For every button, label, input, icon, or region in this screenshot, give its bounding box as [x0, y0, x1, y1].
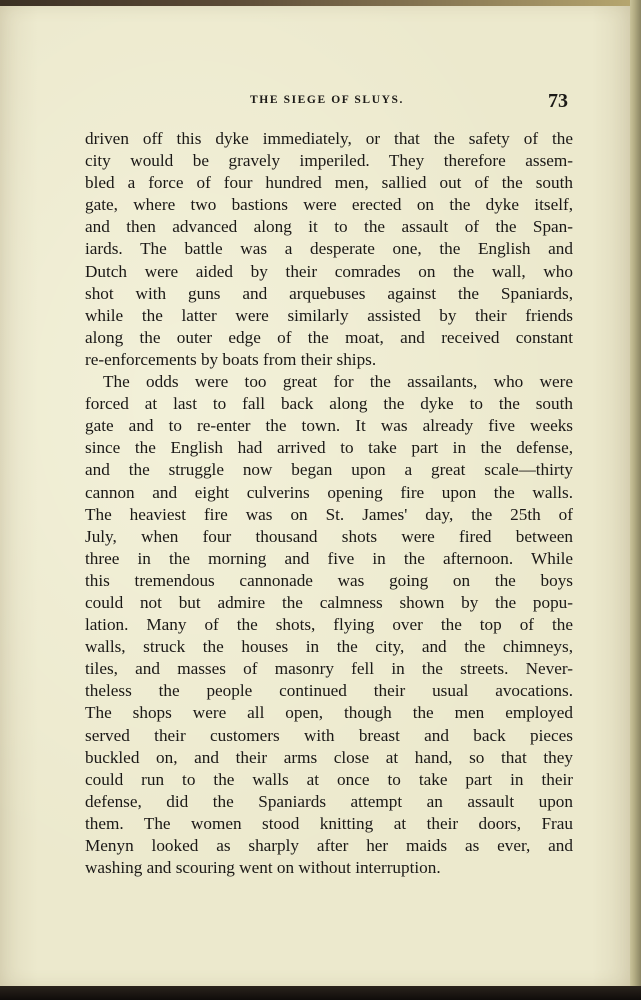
page-number: 73 — [548, 90, 568, 112]
book-page — [0, 4, 630, 988]
text-line: while the latter were similarly assisted by their friends — [85, 305, 573, 325]
body-text — [85, 128, 573, 879]
text-line: could not but admire the calmness shown by the popu- — [85, 592, 573, 612]
text-line: lation. Many of the shots, flying over the top of the — [85, 615, 573, 635]
text-line: walls, struck the houses in the city, and the chimneys, — [85, 637, 573, 657]
text-line: re-enforcements by boats from their ships. — [85, 349, 377, 369]
text-line: bled a force of four hundred men, sallied out of the south — [85, 173, 573, 193]
text-line: The shops were all open, though the men employed — [85, 703, 573, 723]
chapter-running-title: THE SIEGE OF SLUYS. — [250, 94, 404, 106]
text-line: three in the morning and five in the afternoon. While — [85, 548, 573, 568]
text-line: and then advanced along it to the assault of the Span- — [85, 217, 573, 237]
page-right-edge — [630, 0, 641, 1000]
text-line: gate, where two bastions were erected on the dyke itself, — [85, 195, 573, 215]
text-line: Menyn looked as sharply after her maids as ever, and — [85, 836, 573, 855]
text-line: The heaviest fire was on St. James' day, the 25th of — [85, 504, 573, 524]
text-line: driven off this dyke immediately, or that the safety of the — [85, 129, 573, 148]
text-line: and the struggle now began upon a great scale—thirty — [85, 460, 573, 480]
text-line: Dutch were aided by their comrades on the wall, who — [85, 261, 573, 281]
paragraph-1 — [85, 128, 573, 371]
text-line: forced at last to fall back along the dyke to the south — [85, 394, 573, 414]
text-line: theless the people continued their usual avocations. — [85, 681, 573, 701]
text-line: gate and to re-enter the town. It was already five weeks — [85, 416, 573, 436]
running-head — [0, 92, 630, 112]
text-line: cannon and eight culverins opening fire upon the walls. — [85, 482, 573, 502]
text-line: since the English had arrived to take part in the defense, — [85, 438, 573, 458]
page-bottom-edge — [0, 986, 641, 1000]
text-line: The odds were too great for the assailants, who were — [103, 372, 573, 392]
text-line: defense, did the Spaniards attempt an assault upon — [85, 791, 573, 811]
page-top-edge — [0, 0, 641, 6]
text-line: along the outer edge of the moat, and received constant — [85, 327, 573, 347]
text-line: shot with guns and arquebuses against the Spaniards, — [85, 283, 573, 303]
text-line: them. The women stood knitting at their doors, Frau — [85, 813, 573, 833]
text-line: iards. The battle was a desperate one, the English and — [85, 239, 573, 259]
text-line: could run to the walls at once to take part in their — [85, 769, 573, 789]
text-line: washing and scouring went on without interruption. — [85, 858, 441, 878]
text-line: July, when four thousand shots were fired between — [85, 526, 573, 546]
text-line: buckled on, and their arms close at hand, so that they — [85, 747, 573, 767]
text-line: served their customers with breast and back pieces — [85, 725, 573, 745]
text-line: this tremendous cannonade was going on the boys — [85, 570, 573, 590]
text-line: tiles, and masses of masonry fell in the streets. Never- — [85, 659, 573, 679]
paragraph-2 — [85, 371, 573, 879]
text-line: city would be gravely imperiled. They therefore assem- — [85, 151, 573, 171]
